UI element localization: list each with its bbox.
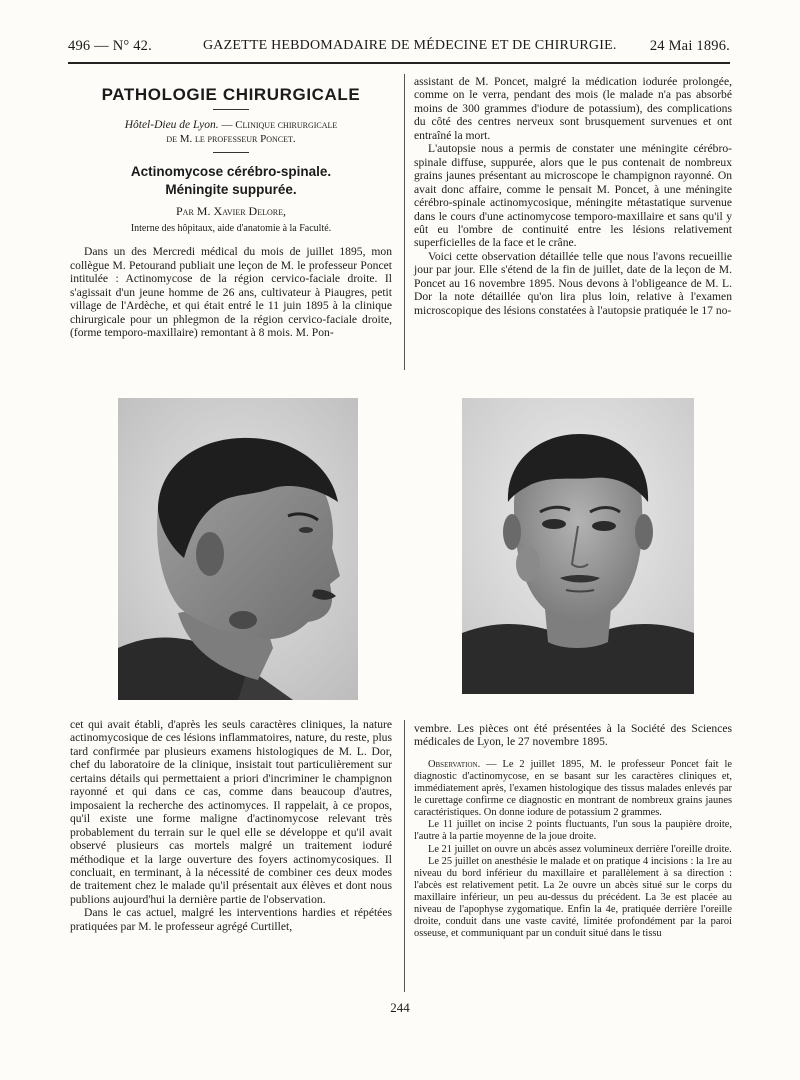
paragraph: L'autopsie nous a permis de constater une méningite cérébro-spinale diffuse, suppurée, alors que le pus contenait de nombreux grains jaunes présentant au microscope le champignon rayonné. On avait donc affaire, comme le pensait M. Poncet, à une méningite cérébro-spinale actinomycosique, méningite métastatique survenue dans le cours d'une actinomycose temporo-maxillaire et sans qu'il y eût eu l'ombre de continuité entre les lésions relativement superficielles de la face et le crâne. bbox=[414, 142, 732, 250]
clinic-professor: de M. le professeur Poncet. bbox=[166, 133, 296, 146]
author-affiliation: Interne des hôpitaux, aide d'anatomie à la Faculté. bbox=[130, 222, 332, 234]
observation-paragraph bbox=[414, 759, 732, 819]
author-name: M. Xavier Delore, bbox=[196, 204, 286, 219]
observation-text: — Le 2 juillet 1895, M. le professeur Poncet fait le diagnostic d'actinomycose, en se basant sur les caractères cliniques et, immédiatement après, l'examen histologique des tissus malades enlevés par le curettage confirme ce diagnostic en montrant de nombreux grains jaunes caractéristiques. On donne iodure de potassium 2 grammes. bbox=[414, 758, 732, 819]
column-divider-bottom bbox=[404, 720, 405, 992]
paragraph: assistant de M. Poncet, malgré la médication iodurée prolongée, comme on le verra, pendant des mois (le malade n'a pas absorbé moins de 300 grammes d'iodure de potassium), des complications du côté des centres nerveux sont brusquement survenues et ont entraîné la mort. bbox=[414, 75, 732, 142]
observation-paragraph: Le 21 juillet on ouvre un abcès assez volumineux derrière l'oreille droite. bbox=[428, 843, 732, 855]
frontal-portrait-image bbox=[462, 398, 694, 694]
clinic-rule bbox=[213, 152, 249, 153]
left-column-bottom bbox=[70, 718, 392, 933]
journal-title: GAZETTE HEBDOMADAIRE DE MÉDECINE ET DE CHIRURGIE. bbox=[203, 38, 617, 53]
profile-portrait-image bbox=[118, 398, 358, 700]
clinic-line bbox=[70, 118, 392, 146]
right-column-bottom bbox=[414, 722, 732, 940]
paragraph: Voici cette observation détaillée telle que nous l'avons recueillie jour par jour. Elle s'étend de la fin de juillet, date de la leçon de M. Poncet au 16 novembre 1895. Nous devons à l'obligeance de M. L. Dor la note détaillée qu'on lira plus loin, relative à l'examen microscopique des lésions constatées à l'autopsie pratiquée le 17 no- bbox=[414, 249, 732, 317]
byline bbox=[70, 205, 392, 218]
article-title-line1: Actinomycose cérébro-spinale. bbox=[130, 164, 332, 180]
byline-prefix: Par bbox=[176, 204, 194, 219]
patient-photo-frontal bbox=[462, 398, 694, 694]
header-rule bbox=[68, 62, 730, 64]
paragraph: vembre. Les pièces ont été présentées à la Société des Sciences médicales de Lyon, le 27 novembre 1895. bbox=[414, 722, 732, 749]
clinic-name: — Clinique chirurgicale bbox=[221, 119, 338, 132]
clinic-place: Hôtel-Dieu de Lyon. bbox=[124, 119, 219, 132]
observation-block bbox=[414, 759, 732, 940]
left-column-top bbox=[70, 85, 392, 340]
observation-paragraph: Le 25 juillet on anesthésie le malade et on pratique 4 incisions : la 1re au niveau du bord inférieur du maxillaire et parallèlement à sa direction : l'abcès est relativement petit. La 2e ouvre un abcès situé sur le corps du maxillaire inférieur, un peu au-dessus du précédent. La 3e est placée au niveau de l'apophyse zygomatique. Enfin la 4e, pratiquée derrière l'oreille droite, conduit dans une vaste cavité, limitée profondément par la paroi osseuse, et communiquant par un conduit situé dans le tissu bbox=[414, 855, 732, 940]
paragraph: cet qui avait établi, d'après les seuls caractères cliniques, la nature actinomycosique de ces lésions inflammatoires, nature, du reste, plus tard confirmée par plusieurs examens histologiques de M. L. Dor, chef du laboratoire de la clinique, insistait tout particulièrement sur certains détails qui permettaient a priori d'incriminer le champignon rayonné et qui dans ce cas, comme dans beaucoup d'autres, imposaient la recherche des actinomyces. Il rappelait, à ce propos, qu'il existe une forme maligne d'actinomycose relevant très probablement du terrain sur le quel elle se développe et qu'il avait observé plusieurs cas mortels malgré un traitement ioduré méthodique et la large ouverture des foyers actinomycosiques. Il concluait, en terminant, à la nécessité de combiner ces deux modes de traitement chez le malade qu'il présentait aux élèves et dont nous publions aujourd'hui la dernière partie de l'observation. bbox=[70, 718, 392, 906]
page-number-header: 496 — N° 42. bbox=[68, 38, 152, 54]
section-rule bbox=[213, 109, 249, 110]
issue-date: 24 Mai 1896. bbox=[649, 38, 730, 54]
column-divider-top bbox=[404, 74, 405, 370]
section-title: PATHOLOGIE CHIRURGICALE bbox=[101, 85, 361, 104]
running-head bbox=[68, 38, 730, 58]
right-column-top bbox=[414, 75, 732, 317]
paragraph: Dans un des Mercredi médical du mois de juillet 1895, mon collègue M. Petourand publiait une leçon de M. le professeur Poncet intitulée : Actinomycose de la région cervico-faciale droite. Il s'agissait d'un jeune homme de 26 ans, cultivateur à Piaugres, petit village de l'Ardèche, et qui était entré le 11 juin 1895 à la clinique chirurgicale pour un phlegmon de la région cervico-faciale droite, (forme temporo-maxillaire) remontant à 8 mois. M. Pon- bbox=[70, 245, 392, 340]
patient-photo-profile bbox=[118, 398, 358, 700]
observation-paragraph: Le 11 juillet on incise 2 points fluctuants, l'un sous la paupière droite, l'autre à la partie moyenne de la joue droite. bbox=[414, 819, 732, 843]
article-title-line2: Méningite suppurée. bbox=[165, 182, 297, 198]
paragraph: Dans le cas actuel, malgré les interventions hardies et répétées pratiquées par M. le professeur agrégé Curtillet, bbox=[70, 906, 392, 933]
folio-number: 244 bbox=[390, 1000, 410, 1015]
article-title bbox=[70, 163, 392, 199]
observation-label: Observation. bbox=[428, 758, 481, 770]
